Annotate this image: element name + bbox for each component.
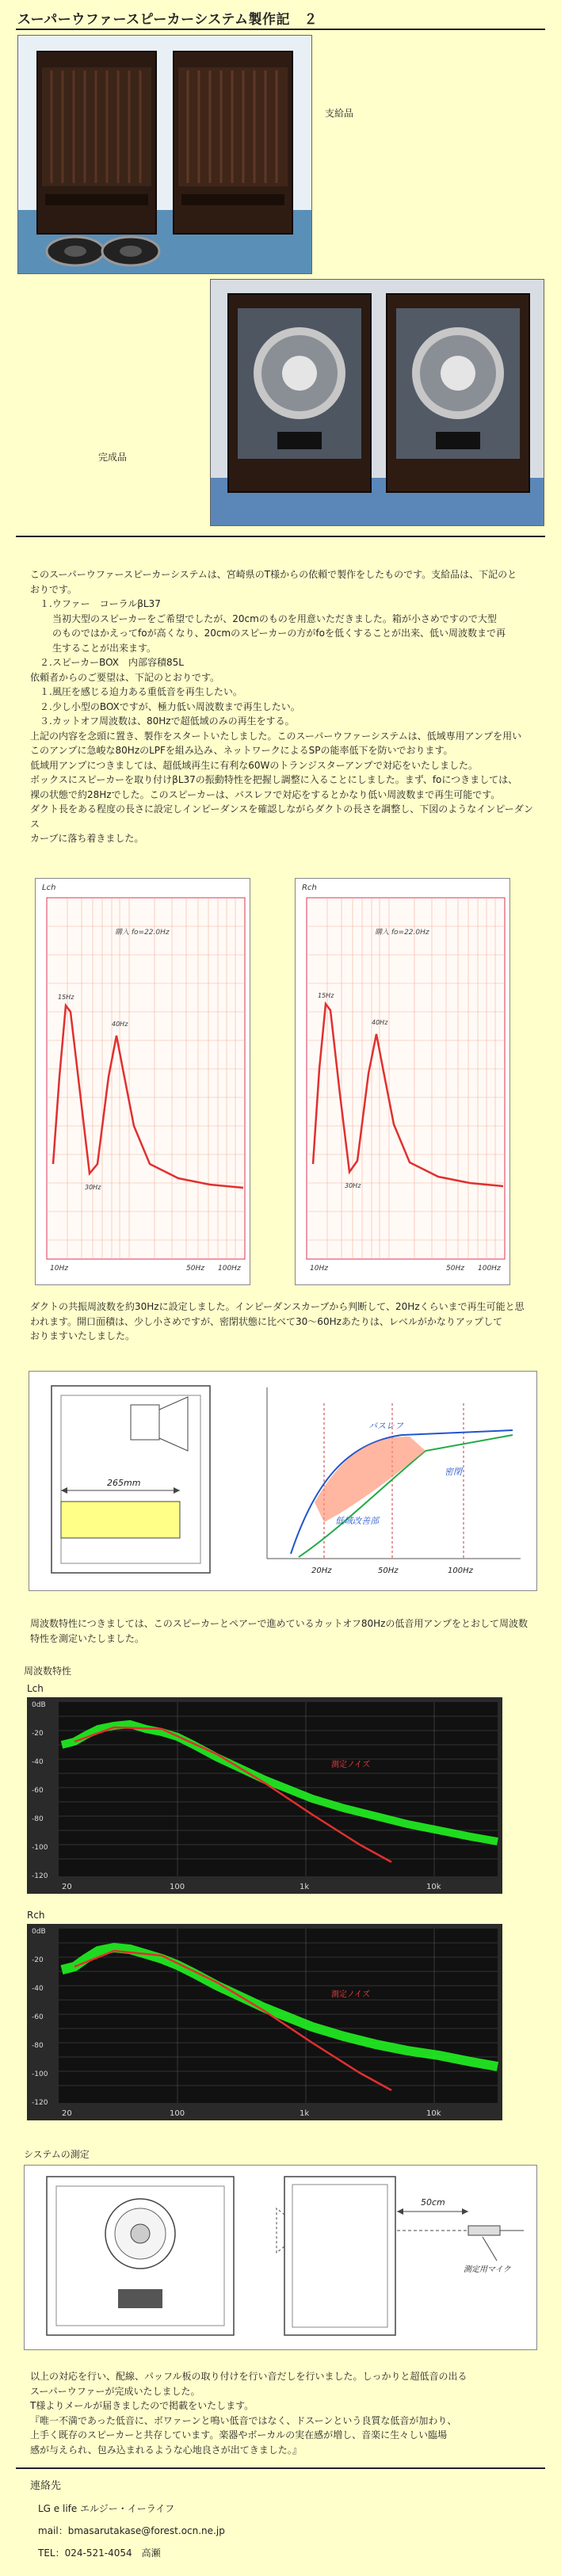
- impedance-peak1-label: 15Hz: [58, 994, 74, 1001]
- freq-x-tick: 100: [170, 1883, 185, 1891]
- freq-svg-rch: [27, 1924, 502, 2120]
- impedance-peak2-label: 40Hz: [112, 1021, 128, 1028]
- intro-line: おりです。: [30, 583, 78, 595]
- contact-company: LG e life エルジー・イーライフ: [38, 2503, 175, 2514]
- contact-section: [30, 2475, 537, 2564]
- after-line: 上記の内容を念頭に置き、製作をスタートいたしました。このスーパーウファーシステムは、低域専用アンプを用い: [30, 730, 522, 742]
- impedance-dip-label: 30Hz: [345, 1182, 361, 1189]
- low-boost-label: 低域改善部: [335, 1516, 379, 1526]
- freq-x-tick: 1k: [300, 1883, 310, 1891]
- freq-y-tick: -100: [32, 2070, 48, 2078]
- impedance-graph-rch: [295, 878, 510, 1285]
- freq-intro-line: 特性を測定いたしました。: [30, 1632, 145, 1644]
- freq-intro-line: 周波数特性につきましては、このスピーカーとペアーで進めているカットオフ80Hzの低音用アンプをとおして周波数: [30, 1618, 528, 1629]
- freq-x-tick: 1k: [300, 2109, 310, 2118]
- title-rule: [16, 29, 545, 30]
- request-intro: 依頼者からのご要望は、下記のとおりです。: [30, 671, 220, 683]
- impedance-svg-lch: [36, 879, 250, 1284]
- freq-x-tick: 20: [62, 2109, 72, 2118]
- after-line: 低域用アンプにつきましては、超低域再生に有利な60Wのトランジスターアンプで対応をいたしました。: [30, 759, 479, 771]
- request-item: １.風圧を感じる迫力ある重低音を再生したい。: [40, 686, 242, 697]
- finished-photo-image: [211, 280, 544, 525]
- freq-x-tick: 10k: [426, 2109, 441, 2118]
- closing-section: [30, 2369, 537, 2457]
- after-line: このアンプに急峻な80HzのLPFを組み込み、ネットワークによるSPの能率低下を防いでおります。: [30, 745, 453, 756]
- bass-reflex-diagram: [29, 1371, 537, 1591]
- freq-y-tick: -100: [32, 1844, 48, 1852]
- measure-svg: [25, 2166, 536, 2349]
- spec-item-body: 当初大型のスピーカーをご希望でしたが、20cmのものを用意いただきました。箱が小さめですので大型: [52, 613, 497, 624]
- freq-rch-label: Rch: [27, 1910, 45, 1921]
- contact-mail-link[interactable]: mail：bmasarutakase@forest.ocn.ne.jp: [38, 2525, 225, 2536]
- freq-y-tick: 0dB: [32, 1701, 46, 1709]
- spec-item-body: のものではかえってfoが高くなり、20cmのスピーカーの方がfoを低くすることが出来、低い周波数まで再: [52, 628, 506, 639]
- freq-y-tick: -80: [32, 1815, 44, 1823]
- freq-annotation-rch: 測定ノイズ: [331, 1990, 370, 1999]
- freq-graph-rch: [27, 1924, 502, 2120]
- freq-x-tick: 20: [62, 1883, 72, 1891]
- impedance-svg-rch: [296, 879, 509, 1284]
- impedance-lch-label: Lch: [42, 883, 56, 892]
- intro-line: このスーパーウファースピーカーシステムは、宮崎県のT様からの依頼で製作をしたものです。支給品は、下記のと: [30, 569, 517, 580]
- impedance-rch-label: Rch: [302, 883, 317, 892]
- supplied-photo: [17, 35, 312, 274]
- after-line: 裸の状態で約28Hzでした。このスピーカーは、バスレフで対応をするとかなり低い周波数まで再生可能です。: [30, 788, 501, 800]
- freq-lch-label: Lch: [27, 1683, 44, 1694]
- closing-line: T様よりメールが届きましたので掲載をいたします。: [30, 2400, 254, 2411]
- duct-section: [30, 1299, 537, 1344]
- after-line: ボックスにスピーカーを取り付けβL37の振動特性を把握し調整に入ることにしました。まず、foにつきましては、: [30, 774, 518, 785]
- closing-line: 以上の対応を行い、配線、パッフル板の取り付けを行い音だしを行いました。しっかりと超低音の出る: [30, 2371, 468, 2382]
- spec-item-head: ２.スピーカーBOX 内部容積85L: [40, 657, 184, 668]
- closing-line: 上手く既存のスピーカーと共存しています。楽器やボーカルの実在感が増し、音楽に生々しい臨場: [30, 2429, 448, 2441]
- bass-reflex-label: バスレフ: [368, 1421, 403, 1431]
- request-item: ２.少し小型のBOXですが、極力低い周波数まで再生したい。: [40, 700, 300, 712]
- section-rule-2: [16, 2467, 545, 2469]
- freq-x-tick: 10k: [426, 1883, 441, 1891]
- spec-item-head: １.ウファー コーラルβL37: [40, 598, 161, 609]
- freq-intro-section: [30, 1616, 537, 1646]
- freq-y-tick: -120: [32, 1872, 48, 1880]
- freq-graph-lch: [27, 1697, 502, 1894]
- intro-section: [30, 567, 537, 846]
- impedance-x-tick: 50Hz: [446, 1265, 464, 1273]
- impedance-x-tick: 10Hz: [50, 1265, 68, 1273]
- page-title: スーパーウファースピーカーシステム製作記 ２: [17, 12, 319, 28]
- request-item: ３.カットオフ周波数は、80Hzで超低域のみの再生をする。: [40, 716, 295, 727]
- supplied-caption: 支給品: [325, 108, 354, 119]
- mic-label: 測定用マイク: [464, 2265, 511, 2274]
- diagram-x-tick: 50Hz: [378, 1567, 399, 1575]
- freq-annotation-lch: 測定ノイズ: [331, 1761, 370, 1769]
- freq-section-label: 周波数特性: [24, 1666, 72, 1677]
- finished-photo: [210, 279, 544, 526]
- measure-distance: 50cm: [421, 2197, 445, 2208]
- duct-line: おりますいたしました。: [30, 1330, 135, 1341]
- diagram-x-tick: 20Hz: [311, 1567, 332, 1575]
- freq-y-tick: -40: [32, 1985, 44, 1993]
- freq-y-tick: -60: [32, 2013, 44, 2021]
- impedance-note: 購入 fo=22.0Hz: [115, 929, 170, 937]
- measure-section-label: システムの測定: [24, 2149, 90, 2160]
- freq-y-tick: 0dB: [32, 1928, 46, 1936]
- freq-y-tick: -60: [32, 1787, 44, 1795]
- closing-line: 『唯一不満であった低音に、ボワァーンと鳴い低音ではなく、ドスーンという良質な低音が加わり、: [30, 2414, 457, 2426]
- impedance-dip-label: 30Hz: [85, 1184, 101, 1191]
- impedance-x-tick: 50Hz: [186, 1265, 204, 1273]
- impedance-x-tick: 100Hz: [478, 1265, 501, 1273]
- measure-diagram: [24, 2165, 537, 2350]
- duct-line: ダクトの共振周波数を約30Hzに設定しました。インピーダンスカーブから判断して、20Hzくらいまで再生可能と思: [30, 1301, 525, 1312]
- freq-y-tick: -20: [32, 1956, 44, 1964]
- after-line: ダクト長をある程度の長さに設定しインピーダンスを確認しながらダクトの長さを調整し、下図のようなインピーダンス: [30, 803, 533, 830]
- bass-reflex-svg: [29, 1372, 536, 1590]
- supplied-photo-image: [18, 36, 311, 273]
- freq-x-tick: 100: [170, 2109, 185, 2118]
- impedance-peak2-label: 40Hz: [372, 1019, 388, 1026]
- impedance-peak1-label: 15Hz: [318, 992, 334, 999]
- impedance-note: 購入 fo=22.0Hz: [375, 929, 429, 937]
- impedance-x-tick: 100Hz: [218, 1265, 241, 1273]
- closing-line: 感が与えられ、包み込まれるような心地良さが出てきました。』: [30, 2444, 302, 2456]
- closing-line: スーパーウファーが完成いたしました。: [30, 2385, 200, 2397]
- impedance-graph-lch: [35, 878, 250, 1285]
- section-rule-1: [16, 536, 545, 537]
- duct-dimension: 265mm: [107, 1478, 141, 1488]
- freq-y-tick: -40: [32, 1758, 44, 1766]
- freq-svg-lch: [27, 1697, 502, 1894]
- contact-tel: TEL：024-521-4054 高瀬: [38, 2547, 161, 2559]
- spec-item-body: 生することが出来ます。: [52, 642, 157, 654]
- duct-line: われます。開口面積は、少し小さめですが、密閉状態に比べて30～60Hzあたりは、レベルがかなりアップして: [30, 1315, 503, 1327]
- after-line: カーブに落ち着きました。: [30, 833, 144, 844]
- freq-y-tick: -20: [32, 1730, 44, 1738]
- diagram-x-tick: 100Hz: [448, 1567, 473, 1575]
- sealed-label: 密閉: [445, 1467, 462, 1477]
- freq-y-tick: -80: [32, 2042, 44, 2050]
- impedance-x-tick: 10Hz: [310, 1265, 328, 1273]
- freq-y-tick: -120: [32, 2099, 48, 2107]
- finished-caption: 完成品: [98, 452, 128, 463]
- contact-heading: 連絡先: [30, 2480, 62, 2492]
